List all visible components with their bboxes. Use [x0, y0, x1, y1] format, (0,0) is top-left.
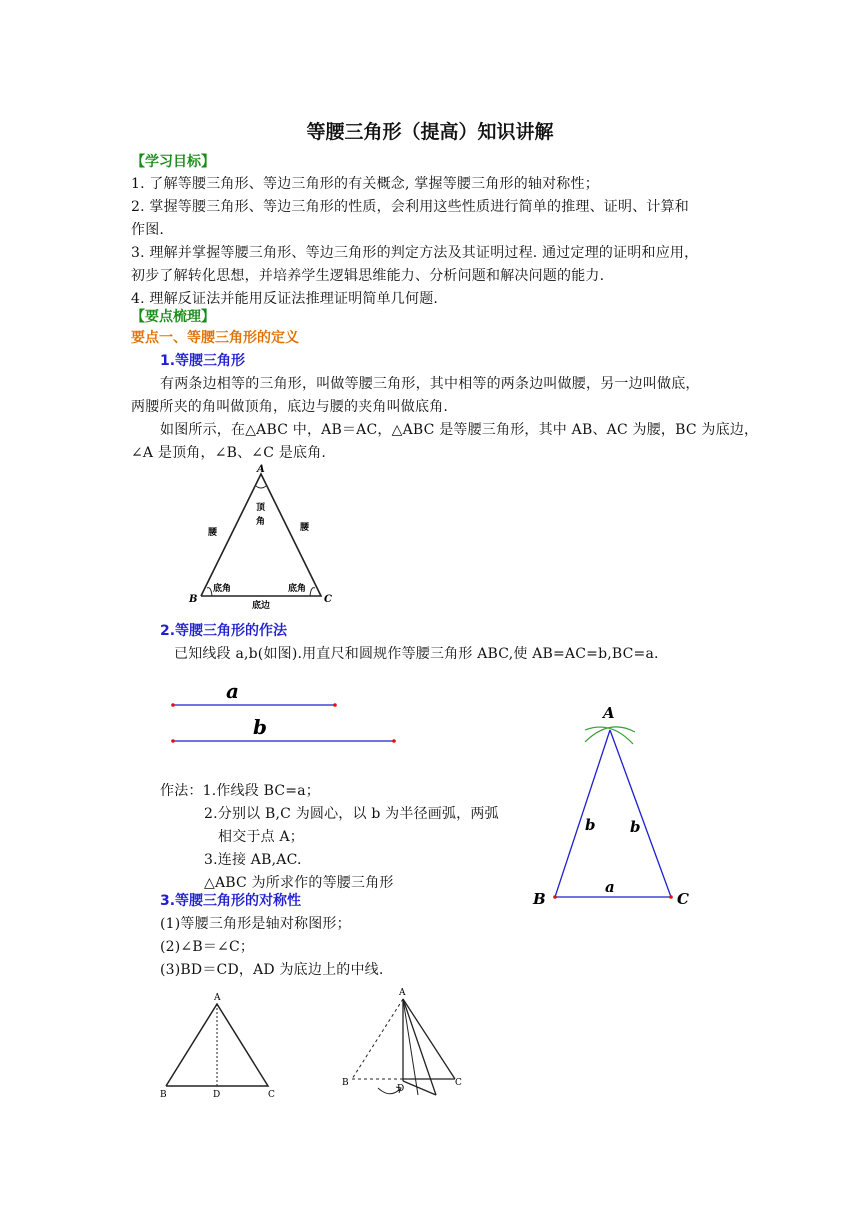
symmetry-figure-2: [338, 985, 473, 1105]
segment-b-endpoint: [171, 739, 175, 743]
isosceles-definition-figure: [185, 462, 345, 617]
angle-mark-b: [207, 588, 212, 596]
construction-step: 2.分别以 B,C 为圆心，以 b 为半径画弧，两弧: [204, 806, 499, 822]
vertex-angle-label-2: 角: [256, 517, 266, 527]
sec2-heading: 2.等腰三角形的作法: [160, 623, 288, 639]
sec3-heading: 3.等腰三角形的对称性: [160, 893, 302, 909]
base-label: 底边: [252, 601, 271, 611]
vertex-b-label: B: [189, 594, 198, 605]
side-ac: [610, 730, 671, 897]
point-a-label: A: [603, 704, 615, 722]
angle-mark-a: [256, 486, 266, 488]
symmetry-property: (2)∠B＝∠C；: [160, 939, 255, 955]
side-ac-label: b: [630, 818, 641, 836]
label-d: D: [397, 1084, 405, 1094]
point-b: [553, 895, 557, 899]
folded-side-ab: [352, 999, 403, 1079]
point-c-label: C: [677, 890, 689, 908]
flap-edge-1: [403, 999, 436, 1095]
sec1-heading: 1.等腰三角形: [160, 353, 246, 369]
angle-mark-c: [310, 588, 315, 596]
side-ab-label: b: [585, 816, 596, 834]
goal-line: 作图.: [131, 222, 165, 238]
vertex-angle-label-1: 顶: [256, 503, 266, 513]
symmetry-figure-1: [155, 990, 290, 1105]
sec1-text-line: 两腰所夹的角叫做顶角，底边与腰的夹角叫做底角.: [131, 399, 449, 415]
base-angle-left-label: 底角: [213, 584, 232, 594]
label-b: B: [160, 1090, 167, 1100]
segment-a-endpoint: [171, 703, 175, 707]
label-c: C: [455, 1078, 462, 1088]
label-a: A: [214, 993, 221, 1003]
label-c: C: [268, 1090, 275, 1100]
segment-b-endpoint: [392, 739, 396, 743]
point-b-label: B: [533, 890, 546, 908]
outline-heading: 【要点梳理】: [131, 309, 215, 325]
base-angle-right-label: 底角: [288, 584, 307, 594]
vertex-a-label: A: [257, 464, 265, 475]
triangle-outline: [201, 474, 321, 596]
goal-line: 3. 理解并掌握等腰三角形、等边三角形的判定方法及其证明过程. 通过定理的证明和应用，: [131, 245, 699, 261]
label-b: B: [342, 1078, 349, 1088]
construction-step: 作法：1.作线段 BC=a；: [160, 783, 320, 799]
sec1-text-line: 有两条边相等的三角形，叫做等腰三角形，其中相等的两条边叫做腰，另一边叫做底，: [160, 376, 700, 392]
point-c: [669, 895, 673, 899]
constructed-triangle-figure: [525, 698, 705, 913]
sec1-text-line: ∠A 是顶角，∠B、∠C 是底角.: [131, 445, 327, 461]
flap-bottom: [403, 1081, 436, 1095]
goal-line: 4. 理解反证法并能用反证法推理证明简单几何题.: [131, 291, 439, 307]
construction-step: △ABC 为所求作的等腰三角形: [204, 875, 394, 891]
segment-a-endpoint: [333, 703, 337, 707]
goals-heading: 【学习目标】: [131, 154, 215, 170]
construction-step: 3.连接 AB,AC.: [204, 852, 302, 868]
side-ab: [555, 730, 610, 897]
leg-left-label: 腰: [208, 528, 218, 538]
sec1-text-line: 如图所示，在△ABC 中，AB＝AC，△ABC 是等腰三角形，其中 AB、AC 为腰，BC 为底边，: [160, 422, 759, 438]
segment-a-label: a: [226, 679, 239, 703]
given-segments-figure: [165, 678, 405, 750]
symmetry-property: (3)BD＝CD，AD 为底边上的中线.: [160, 962, 384, 978]
construction-step: 相交于点 A；: [218, 829, 304, 845]
leg-right-label: 腰: [300, 523, 310, 533]
vertex-c-label: C: [324, 594, 332, 605]
side-ac: [403, 999, 455, 1079]
goal-line: 1. 了解等腰三角形、等边三角形的有关概念, 掌握等腰三角形的轴对称性；: [131, 176, 599, 192]
label-d: D: [213, 1090, 221, 1100]
symmetry-property: (1)等腰三角形是轴对称图形；: [160, 916, 351, 932]
flap-edge-2: [403, 999, 418, 1095]
segment-b-label: b: [253, 715, 267, 739]
label-a: A: [399, 988, 406, 998]
point1-heading: 要点一、等腰三角形的定义: [131, 330, 299, 346]
side-bc-label: a: [605, 878, 615, 896]
goal-line: 2. 掌握等腰三角形、等边三角形的性质，会利用这些性质进行简单的推理、证明、计算和: [131, 199, 690, 215]
sec2-intro: 已知线段 a,b(如图).用直尺和圆规作等腰三角形 ABC,使 AB=AC=b,BC=a.: [174, 646, 659, 662]
page-title: 等腰三角形（提高）知识讲解: [306, 121, 554, 143]
goal-line: 初步了解转化思想，并培养学生逻辑思维能力、分析问题和解决问题的能力.: [131, 268, 605, 284]
